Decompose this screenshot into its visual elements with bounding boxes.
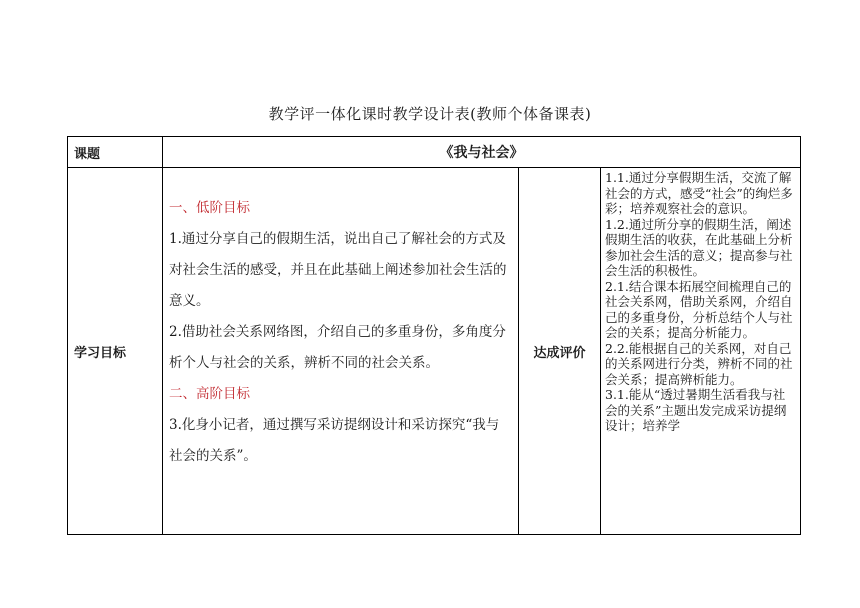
goal-1: 1.通过分享自己的假期生活，说出自己了解社会的方式及对社会生活的感受，并且在此基础上阐述参加社会生活的意义。 [169, 231, 507, 309]
lesson-plan-table [67, 136, 801, 535]
eval-item: 1.1.通过分享假期生活，交流了解社会的方式，感受“社会”的绚烂多彩；培养观察社会的意识。 [605, 170, 793, 216]
evaluation-label: 达成评价 [519, 168, 601, 535]
goals-row [68, 168, 801, 535]
topic-value: 《我与社会》 [163, 137, 801, 168]
eval-item: 3.1.能从“透过暑期生活看我与社会的关系”主题出发完成采访提纲设计；培养学 [605, 387, 787, 433]
goals-cell [163, 168, 519, 535]
goal-2: 2.借助社会关系网络图，介绍自己的多重身份，多角度分析个人与社会的关系，辨析不同的社会关系。 [169, 324, 506, 371]
low-level-goals-heading: 一、低阶目标 [169, 200, 250, 216]
eval-item: 2.1.结合课本拓展空间梳理自己的社会关系网，借助关系网，介绍自己的多重身份，分析总结个人与社会的关系；提高分析能力。 [605, 278, 793, 340]
goals-label: 学习目标 [68, 168, 163, 535]
eval-item: 2.2.能根据自己的关系网，对自己的关系网进行分类，辨析不同的社会关系；提高辨析能力。 [605, 340, 793, 387]
goal-3: 3.化身小记者，通过撰写采访提纲设计和采访探究“我与社会的关系”。 [169, 417, 500, 464]
topic-row [68, 137, 801, 168]
document-title: 教学评一体化课时教学设计表(教师个体备课表) [268, 105, 592, 123]
evaluation-cell [601, 168, 801, 535]
eval-item: 1.2.通过所分享的假期生活，阐述假期生活的收获，在此基础上分析参加社会生活的意义；提高参与社会生活的积极性。 [605, 216, 793, 278]
high-level-goals-heading: 二、高阶目标 [169, 386, 250, 402]
topic-label: 课题 [68, 137, 163, 168]
